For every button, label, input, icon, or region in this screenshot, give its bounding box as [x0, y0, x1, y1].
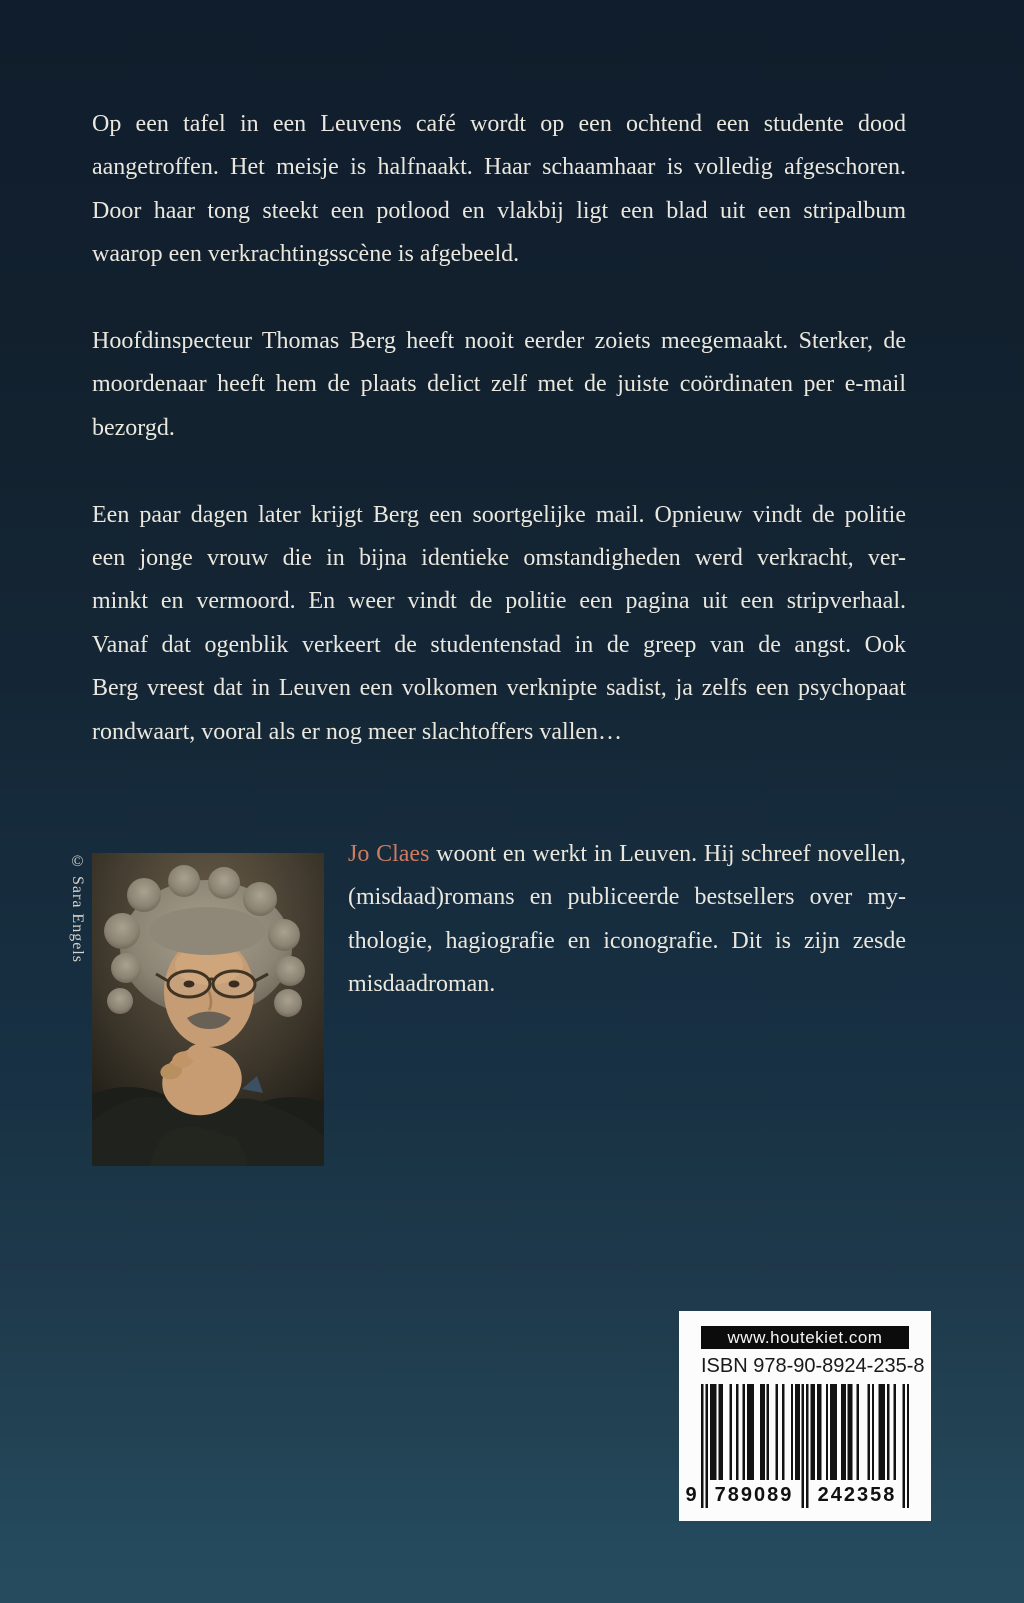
text-line: een jonge vrouw die in bijna identieke omstandigheden werd verkracht, ver- — [92, 545, 906, 572]
text-line: Vanaf dat ogenblik verkeert de studentenstad in de greep van de angst. Ook — [92, 631, 906, 658]
author-portrait-illustration — [92, 853, 324, 1166]
text-line: (misdaad)romans en publiceerde bestsellers over my- — [348, 884, 906, 911]
author-photo — [92, 853, 324, 1166]
text-line: Een paar dagen later krijgt Berg een soortgelijke mail. Opnieuw vindt de politie — [92, 501, 906, 528]
text-line: Hoofdinspecteur Thomas Berg heeft nooit eerder zoiets meegemaakt. Sterker, de — [92, 328, 906, 355]
text-line: rondwaart, vooral als er nog meer slachtoffers vallen… — [92, 718, 623, 745]
text-line: minkt en vermoord. En weer vindt de politie een pagina uit een stripverhaal. — [92, 588, 906, 615]
synopsis — [92, 103, 906, 754]
author-name: Jo Claes — [348, 841, 430, 867]
barcode-digits-left: 789089 — [714, 1484, 794, 1506]
text-line: moordenaar heeft hem de plaats delict zelf met de juiste coördinaten per e-mail — [92, 371, 906, 398]
text-line: thologie, hagiografie en iconografie. Dit is zijn zesde — [348, 927, 906, 954]
text-line: misdaadroman. — [348, 971, 496, 998]
isbn-text: ISBN 978-90-8924-235-8 — [701, 1355, 925, 1377]
text-line: waarop een verkrachtingsscène is afgebeeld. — [92, 241, 520, 268]
text-line: Op een tafel in een Leuvens café wordt op een ochtend een studente dood — [92, 111, 906, 137]
text-line: Door haar tong steekt een potlood en vlakbij ligt een blad uit een stripalbum — [92, 197, 906, 224]
author-bio — [348, 833, 906, 1007]
photo-credit: © Sara Engels — [69, 853, 86, 963]
text-line: aangetroffen. Het meisje is halfnaakt. Haar schaamhaar is volledig afgeschoren. — [92, 154, 906, 181]
text-line: bezorgd. — [92, 414, 175, 441]
synopsis-paragraph — [92, 103, 906, 277]
synopsis-paragraph — [92, 320, 906, 450]
publisher-website-strip — [701, 1326, 909, 1349]
barcode-digits-right: 242358 — [817, 1484, 897, 1506]
synopsis-paragraph — [92, 494, 906, 754]
text-line: Jo Claes woont en werkt in Leuven. Hij schreef novellen, — [348, 841, 906, 867]
barcode-digit-first: 9 — [685, 1484, 697, 1506]
barcode-panel — [679, 1311, 931, 1521]
website-text: www.houtekiet.com — [727, 1328, 883, 1347]
text-line: Berg vreest dat in Leuven een volkomen verknipte sadist, ja zelfs een psychopaat — [92, 675, 906, 702]
ean-barcode — [685, 1384, 909, 1508]
